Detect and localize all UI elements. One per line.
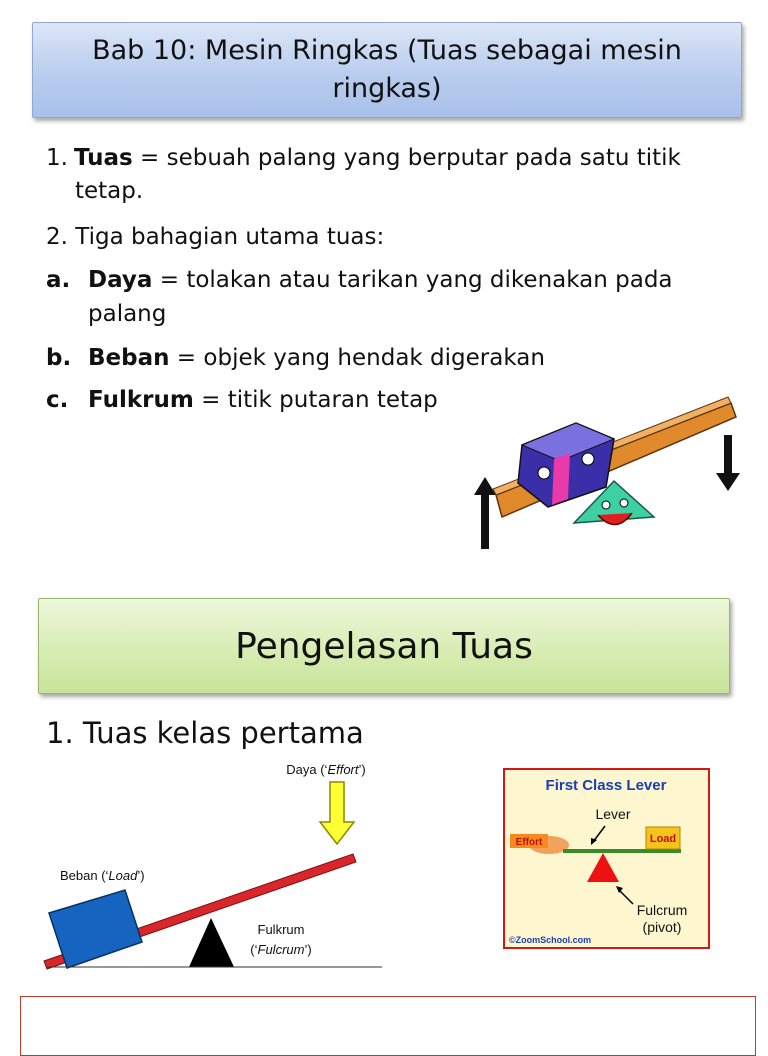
fulcrum-label-line1: Fulkrum (257, 922, 305, 937)
point2-line: 2. Tiga bahagian utama tuas: (46, 224, 385, 250)
part-a-line: a. Daya = tolakan atau tarikan yang dikenakan pada (46, 267, 673, 293)
zoom-title: First Class Lever (545, 777, 667, 794)
first-class-lever-diagram (40, 756, 390, 972)
lever-class-heading: 1. Tuas kelas pertama (46, 716, 364, 750)
effort-label: Daya (‘Effort’) (286, 762, 366, 777)
zoom-credit: ©ZoomSchool.com (509, 935, 592, 945)
box-character (518, 423, 614, 507)
load-down-arrow (716, 435, 740, 491)
zoom-pivot-label: (pivot) (642, 919, 682, 935)
zoom-lever-bar (563, 849, 681, 853)
fulcrum-triangle (189, 918, 234, 967)
zoomschool-lever-diagram (503, 768, 710, 949)
zoom-fulcrum-triangle (587, 853, 619, 882)
part-a-continuation: palang (88, 301, 167, 327)
fulcrum-pointer (619, 890, 633, 904)
zoom-fulcrum-label: Fulcrum (636, 902, 688, 918)
zoom-lever-label: Lever (595, 806, 631, 822)
effort-up-arrow (474, 477, 496, 549)
cartoon-lever-illustration (466, 395, 746, 555)
slide1-title: Bab 10: Mesin Ringkas (Tuas sebagai mesin ringkas) (32, 22, 742, 118)
effort-arrow (320, 782, 354, 844)
load-box (49, 890, 142, 968)
fulcrum-label-line2: (‘Fulcrum’) (250, 942, 312, 957)
slide2-title: Pengelasan Tuas (38, 598, 730, 694)
zoom-load-label: Load (649, 833, 677, 845)
point1-line: 1. Tuas = sebuah palang yang berputar pada satu titik (46, 145, 681, 171)
zoom-effort-label: Effort (515, 837, 543, 848)
part-b-line: b. Beban = objek yang hendak digerakan (46, 345, 545, 371)
term-beban: Beban (88, 345, 170, 371)
term-fulkrum: Fulkrum (88, 387, 194, 413)
next-slide-box (20, 996, 756, 1056)
part-c-line: c. Fulkrum = titik putaran tetap (46, 387, 438, 413)
point1-continuation: tetap. (75, 178, 144, 204)
load-label: Beban (‘Load’) (60, 868, 145, 883)
term-tuas: Tuas (74, 145, 133, 171)
term-daya: Daya (88, 267, 153, 293)
